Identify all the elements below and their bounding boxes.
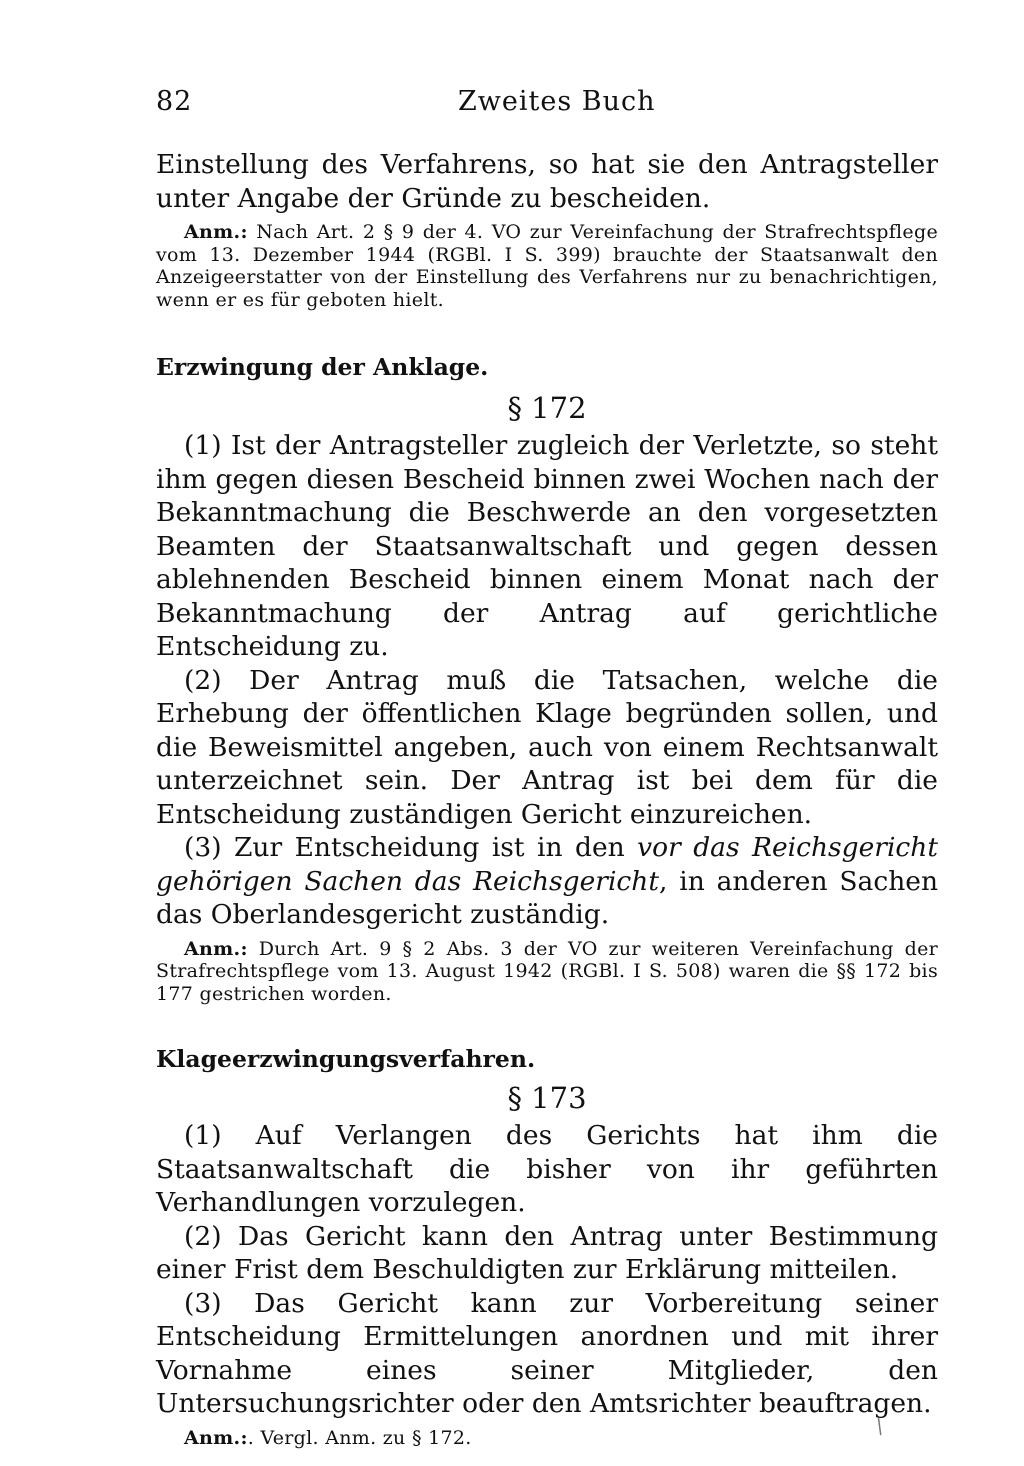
note-label: Anm.: bbox=[184, 937, 248, 960]
note-label: Anm.: bbox=[184, 221, 248, 243]
running-head: Zweites Buch bbox=[458, 86, 656, 117]
footnote-annotation bbox=[156, 938, 938, 1006]
footnote-annotation bbox=[156, 221, 938, 311]
page-number: 82 bbox=[156, 86, 193, 117]
paragraph-1: (1) Ist der Antragsteller zugleich der Verletzte, so steht ihm gegen diesen Bescheid binnen zwei Wochen nach der Bekanntmachung die Beschwerde an den vorgesetzten Beamten der Staatsanwaltschaft und gegen dessen ablehnenden Bescheid binnen einem Monat nach der Bekanntmachung der Antrag auf gerichtliche Entscheidung zu. bbox=[156, 430, 938, 662]
page-header bbox=[156, 86, 938, 126]
paragraph-3: (3) Das Gericht kann zur Vorbereitung seiner Entscheidung Ermittelungen anordnen und mit ihrer Vornahme eines seiner Mitglieder, den Untersuchungsrichter oder den Amtsrichter beauftragen. bbox=[156, 1287, 938, 1419]
note-label: Anm.: bbox=[184, 1426, 248, 1449]
paragraph-2: (2) Das Gericht kann den Antrag unter Bestimmung einer Frist dem Beschuldigten zur Erklärung mitteilen. bbox=[156, 1220, 938, 1285]
paragraph-2: (2) Der Antrag muß die Tatsachen, welche die Erhebung der öffentlichen Klage begründen sollen, und die Beweismittel angeben, auch von einem Rechtsanwalt unterzeichnet sein. Der Antrag ist bei dem für die Entscheidung zuständigen Gericht einzureichen. bbox=[156, 664, 938, 830]
paragraph-1: (1) Auf Verlangen des Gerichts hat ihm die Staatsanwaltschaft die bisher von ihr geführten Verhandlungen vorzulegen. bbox=[156, 1120, 938, 1218]
section-heading: Erzwingung der Anklage. bbox=[156, 353, 489, 381]
note-text: Durch Art. 9 § 2 Abs. 3 der VO zur weiteren Vereinfachung der Strafrechtspflege vom 13. August 1942 (RGBl. I S. 508) waren die §§ 172 bis 177 gestrichen worden. bbox=[156, 937, 938, 1005]
continuation-paragraph: Einstellung des Verfahrens, so hat sie den Antragsteller unter Angabe der Gründe zu bescheiden. bbox=[156, 149, 938, 214]
note-text: . Vergl. Anm. zu § 172. bbox=[247, 1426, 472, 1449]
note-text: Nach Art. 2 § 9 der 4. VO zur Vereinfachung der Strafrechtspflege vom 13. Dezember 1944 (RGBl. I S. 399) brauchte der Staatsanwalt den Anzeigeerstatter von der Einstellung des Verfahrens nur zu benachrichtigen, wenn er es für geboten hielt. bbox=[156, 221, 938, 311]
paragraph-3-emphasis: vor das Reichsgericht gehörigen Sachen das Reichsgericht bbox=[156, 832, 938, 897]
section-number: § 173 bbox=[507, 1081, 587, 1115]
section-number: § 172 bbox=[507, 391, 587, 425]
paragraph-3-end: , in anderen Sachen das Oberlandesgericht zuständig. bbox=[156, 865, 939, 930]
footnote-annotation bbox=[156, 1427, 938, 1450]
paragraph-3-start: (3) Zur Entscheidung ist in den bbox=[184, 832, 638, 863]
paragraph-3 bbox=[156, 831, 938, 932]
scan-mark-glyph: / bbox=[871, 1413, 888, 1439]
section-heading: Klageerzwingungsverfahren. bbox=[156, 1045, 536, 1073]
page-body bbox=[156, 148, 938, 1449]
